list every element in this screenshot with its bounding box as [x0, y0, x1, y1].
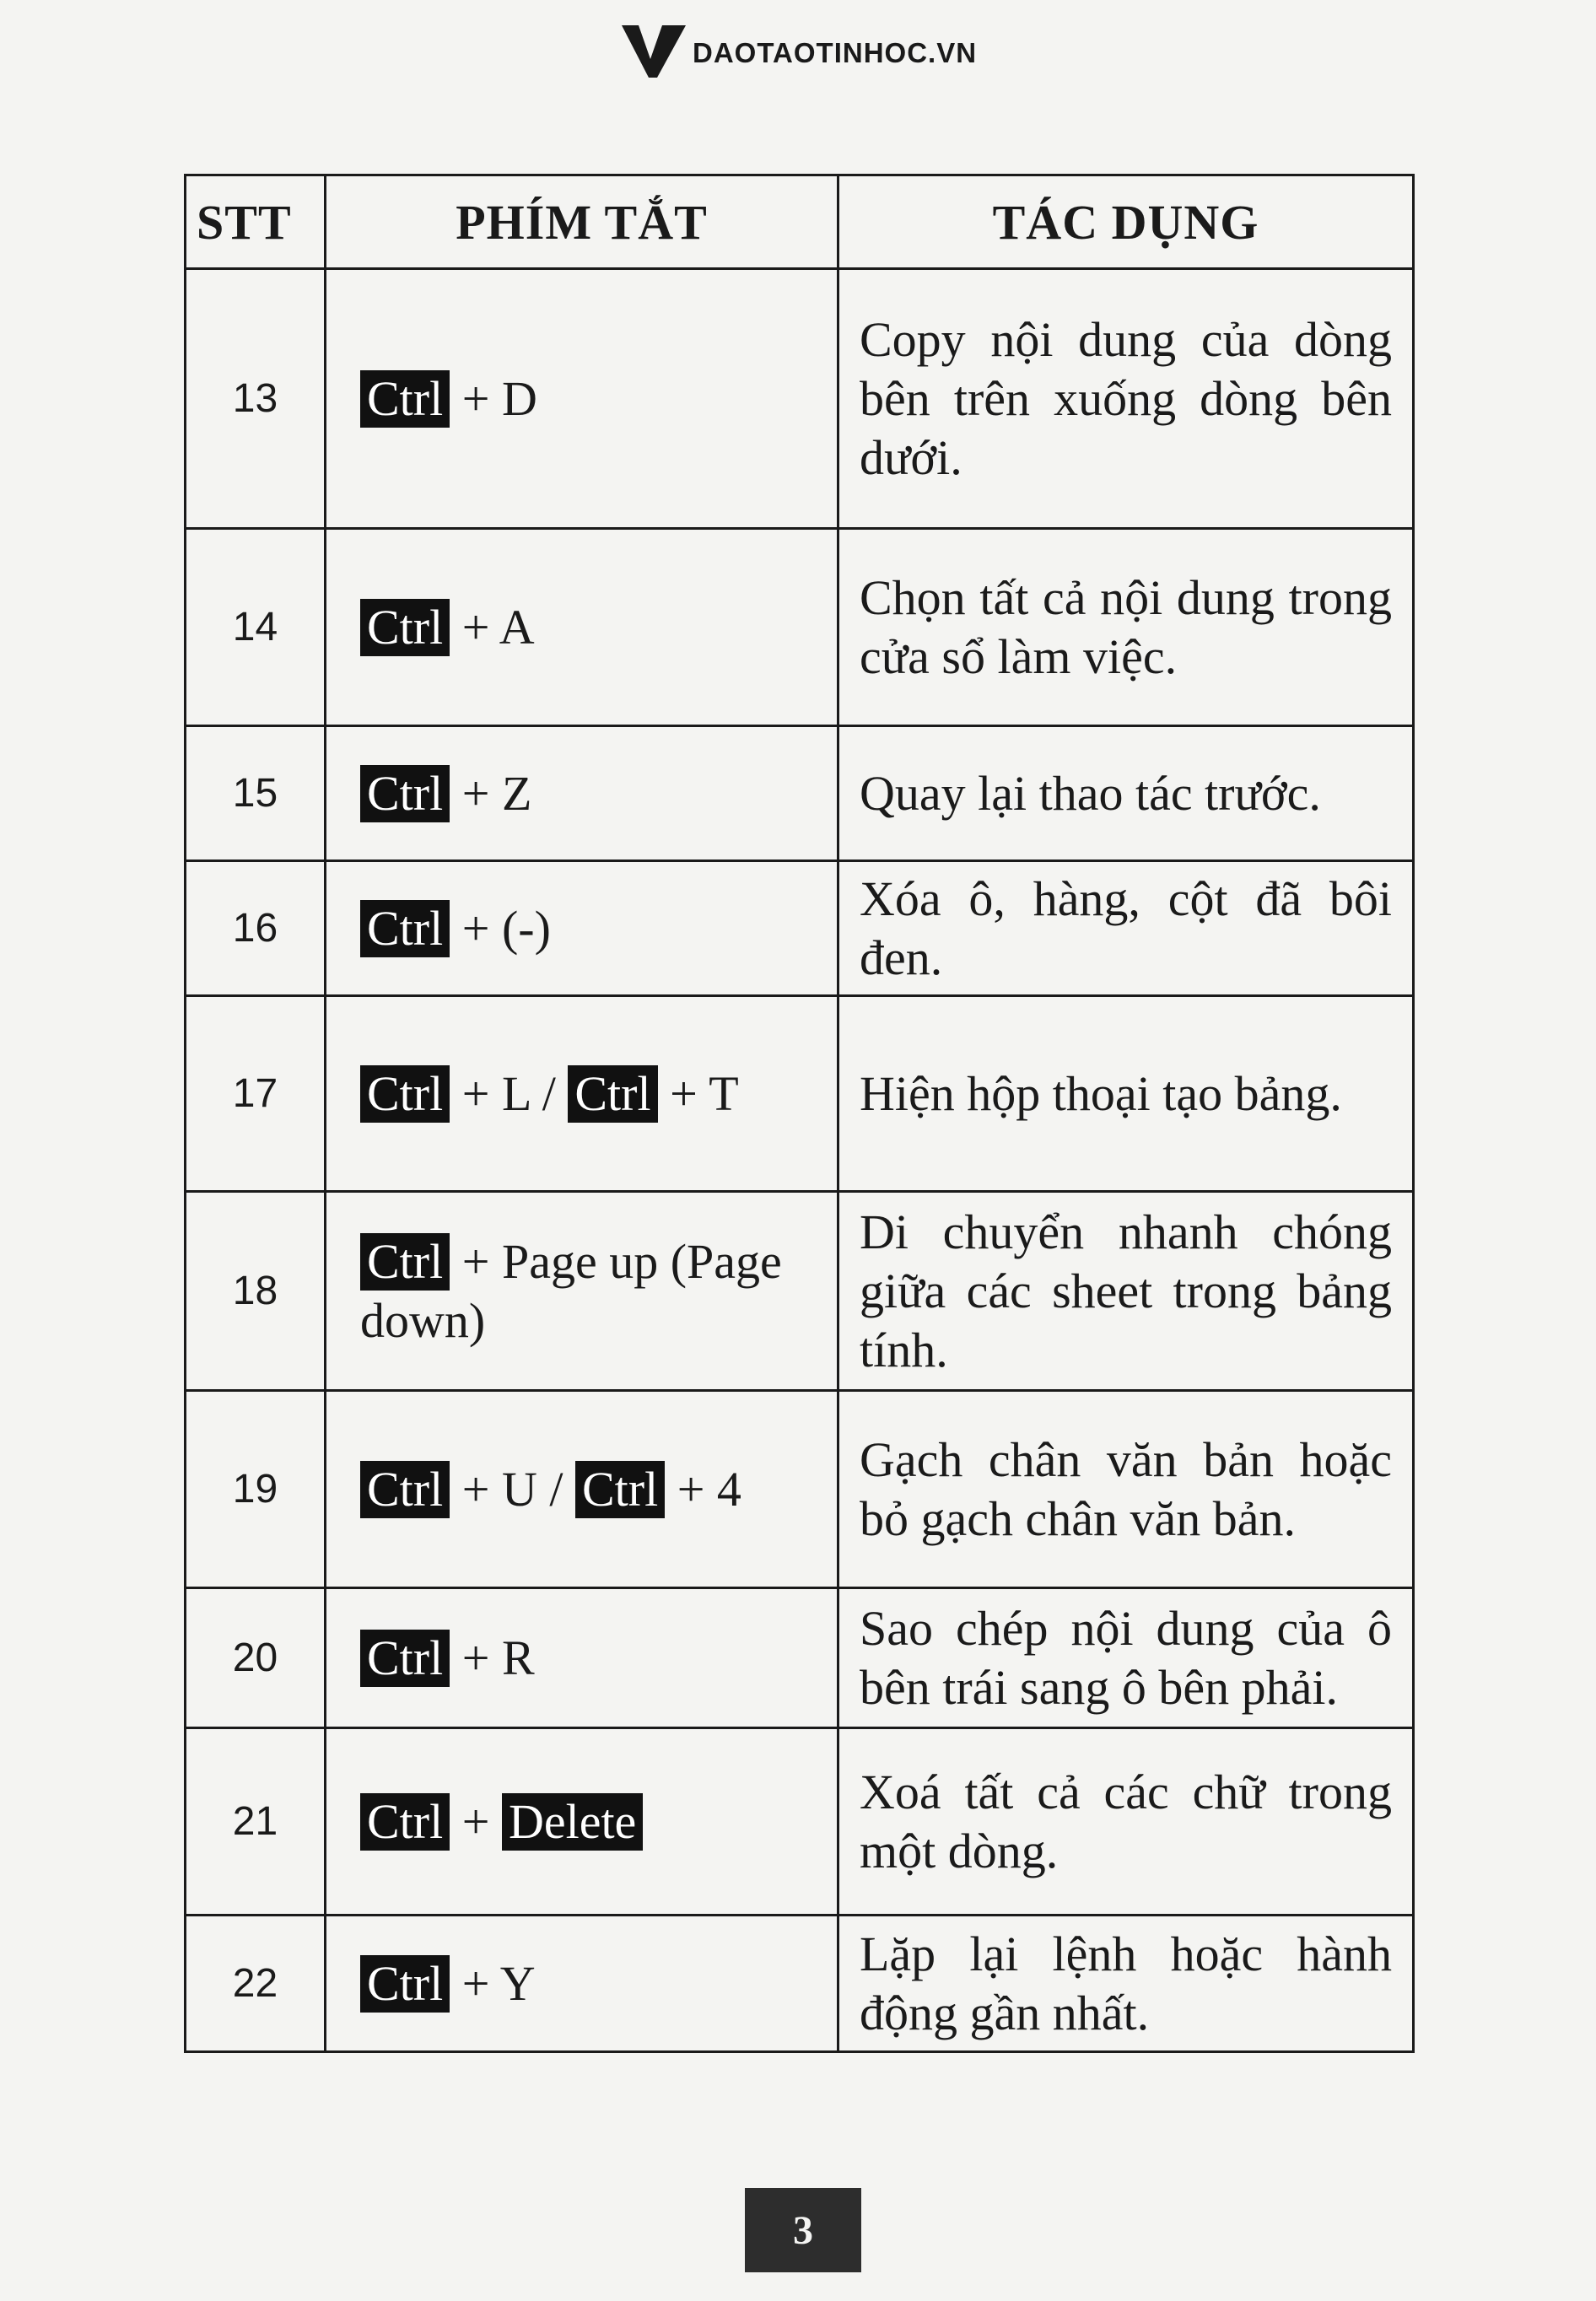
- page-number: 3: [745, 2188, 861, 2272]
- shortcut-text: + (-): [450, 900, 551, 956]
- shortcut-cell: [326, 726, 838, 861]
- shortcut-cell: [326, 1192, 838, 1391]
- shortcut-cell: [326, 529, 838, 726]
- table-row: [186, 529, 1414, 726]
- row-number: 22: [186, 1916, 326, 2052]
- ctrl-key-badge: Ctrl: [360, 1233, 450, 1291]
- description-cell: Di chuyển nhanh chóng giữa các sheet trong bảng tính.: [838, 1192, 1414, 1391]
- row-number: 20: [186, 1588, 326, 1728]
- shortcut-text-2: + 4: [665, 1461, 741, 1517]
- shortcut-text: + U /: [450, 1461, 575, 1517]
- shortcut-text: + Page up (Page down): [360, 1233, 782, 1348]
- shortcut-text-2: + T: [657, 1065, 739, 1121]
- row-number: 17: [186, 996, 326, 1192]
- table-row: [186, 726, 1414, 861]
- shortcut-text: + D: [450, 370, 537, 426]
- shortcut-text: + A: [450, 599, 535, 655]
- description-cell: Hiện hộp thoại tạo bảng.: [838, 996, 1414, 1192]
- shortcut-cell: [326, 1588, 838, 1728]
- shortcut-text: +: [450, 1793, 502, 1849]
- row-number: 14: [186, 529, 326, 726]
- table-row: [186, 1588, 1414, 1728]
- shortcut-cell: [326, 861, 838, 996]
- ctrl-key-badge: Ctrl: [360, 900, 450, 957]
- table-row: [186, 1916, 1414, 2052]
- key-badge: Ctrl: [568, 1065, 657, 1123]
- row-number: 13: [186, 269, 326, 529]
- ctrl-key-badge: Ctrl: [360, 1955, 450, 2013]
- ctrl-key-badge: Ctrl: [360, 1065, 450, 1123]
- row-number: 15: [186, 726, 326, 861]
- shortcut-cell: [326, 1728, 838, 1916]
- row-number: 19: [186, 1391, 326, 1588]
- shortcut-cell: [326, 269, 838, 529]
- ctrl-key-badge: Ctrl: [360, 599, 450, 656]
- table-header-row: [186, 175, 1414, 269]
- brand-logo-text: DAOTAOTINHOC.VN: [693, 37, 978, 68]
- table-row: [186, 1391, 1414, 1588]
- key-badge: Ctrl: [575, 1461, 665, 1518]
- ctrl-key-badge: Ctrl: [360, 370, 450, 428]
- table-row: [186, 861, 1414, 996]
- brand-logo: [620, 22, 977, 81]
- key-badge: Delete: [502, 1793, 643, 1851]
- ctrl-key-badge: Ctrl: [360, 1461, 450, 1518]
- description-cell: Sao chép nội dung của ô bên trái sang ô bên phải.: [838, 1588, 1414, 1728]
- ctrl-key-badge: Ctrl: [360, 1793, 450, 1851]
- shortcut-text: + Z: [450, 765, 532, 821]
- shortcut-cell: [326, 1916, 838, 2052]
- row-number: 16: [186, 861, 326, 996]
- shortcut-table: [184, 174, 1415, 2053]
- column-header-stt: STT: [186, 175, 326, 269]
- table-row: [186, 269, 1414, 529]
- shortcut-cell: [326, 1391, 838, 1588]
- ctrl-key-badge: Ctrl: [360, 765, 450, 822]
- column-header-shortcut: PHÍM TẮT: [326, 175, 838, 269]
- shortcut-text: + Y: [450, 1955, 536, 2011]
- column-header-effect: TÁC DỤNG: [838, 175, 1414, 269]
- description-cell: Xoá tất cả các chữ trong một dòng.: [838, 1728, 1414, 1916]
- shortcut-text: + R: [450, 1630, 535, 1685]
- table-row: [186, 1192, 1414, 1391]
- row-number: 18: [186, 1192, 326, 1391]
- description-cell: Gạch chân văn bản hoặc bỏ gạch chân văn bản.: [838, 1391, 1414, 1588]
- row-number: 21: [186, 1728, 326, 1916]
- description-cell: Copy nội dung của dòng bên trên xuống dòng bên dưới.: [838, 269, 1414, 529]
- description-cell: Lặp lại lệnh hoặc hành động gần nhất.: [838, 1916, 1414, 2052]
- shortcut-text: + L /: [450, 1065, 569, 1121]
- description-cell: Quay lại thao tác trước.: [838, 726, 1414, 861]
- description-cell: Chọn tất cả nội dung trong cửa sổ làm việc.: [838, 529, 1414, 726]
- shortcut-cell: [326, 996, 838, 1192]
- description-cell: Xóa ô, hàng, cột đã bôi đen.: [838, 861, 1414, 996]
- brand-logo-icon: [620, 22, 687, 81]
- table-row: [186, 1728, 1414, 1916]
- table-row: [186, 996, 1414, 1192]
- ctrl-key-badge: Ctrl: [360, 1630, 450, 1687]
